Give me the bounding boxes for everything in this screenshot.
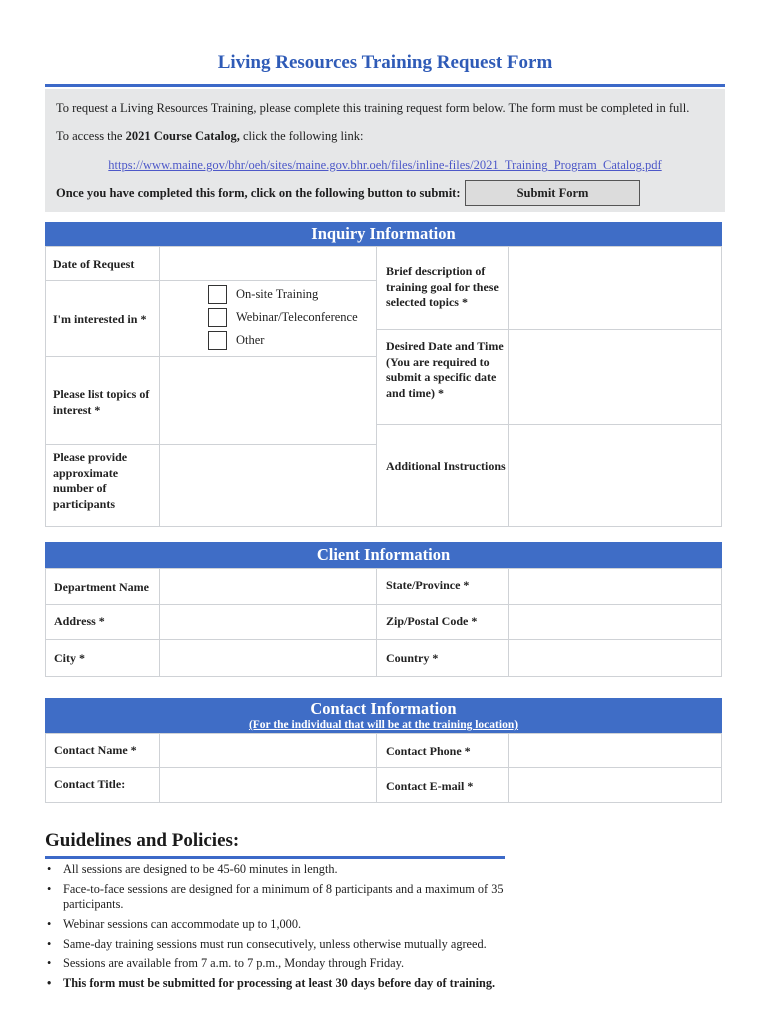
guidelines-list xyxy=(45,862,515,996)
submit-prompt: Once you have completed this form, click on the following button to submit: xyxy=(56,186,461,200)
desired-date-field[interactable] xyxy=(509,330,721,424)
inquiry-grid xyxy=(45,246,722,527)
client-section-header: Client Information xyxy=(45,542,722,568)
contact-name-field[interactable] xyxy=(160,734,376,767)
catalog-name: 2021 Course Catalog, xyxy=(125,129,240,143)
date-of-request-label: Date of Request xyxy=(53,257,135,271)
contact-header-title: Contact Information xyxy=(310,699,457,718)
client-grid xyxy=(45,568,722,677)
guideline-item: • Same-day training sessions must run consecutively, unless otherwise mutually agreed. xyxy=(47,936,487,951)
onsite-checkbox[interactable] xyxy=(208,285,227,304)
contact-phone-label: Contact Phone * xyxy=(386,744,471,758)
guideline-text: This form must be submitted for processing at least 30 days before day of training. xyxy=(63,975,496,990)
contact-section-header xyxy=(45,698,722,733)
guideline-text: Webinar sessions can accommodate up to 1,000. xyxy=(63,916,302,931)
other-label: Other xyxy=(236,332,265,347)
state-field[interactable] xyxy=(509,569,721,604)
option-other[interactable] xyxy=(208,330,264,350)
guidelines-title: Guidelines and Policies: xyxy=(45,830,240,851)
inquiry-section-header: Inquiry Information xyxy=(45,222,722,246)
contact-name-label: Contact Name * xyxy=(54,743,137,757)
guideline-text: Same-day training sessions must run consecutively, unless otherwise mutually agreed. xyxy=(63,936,487,951)
zip-label: Zip/Postal Code * xyxy=(386,614,478,628)
divider xyxy=(376,247,377,526)
page-title: Living Resources Training Request Form xyxy=(217,52,553,73)
option-onsite[interactable] xyxy=(208,284,318,304)
topics-label: Please list topics of interest * xyxy=(53,387,150,417)
divider xyxy=(46,280,376,281)
guideline-item: • Face-to-face sessions are designed for a minimum of 8 participants and a maximum of 35 participants. xyxy=(47,881,504,912)
catalog-link[interactable]: https://www.maine.gov/bhr/oeh/sites/maine.gov.bhr.oeh/files/inline-files/2021_Training_Program_Catalog.pdf xyxy=(108,158,662,172)
guideline-item: • Webinar sessions can accommodate up to 1,000. xyxy=(47,916,302,931)
contact-title-label: Contact Title: xyxy=(54,777,126,791)
title-divider xyxy=(45,84,725,87)
contact-email-label: Contact E-mail * xyxy=(386,779,474,793)
catalog-access-text xyxy=(56,129,363,144)
intro-instructions: To request a Living Resources Training, please complete this training request form below. The form must be completed in full. xyxy=(56,101,690,115)
additional-instructions-field[interactable] xyxy=(509,425,721,526)
city-label: City * xyxy=(54,651,85,665)
country-label: Country * xyxy=(386,651,439,665)
guideline-item: • All sessions are designed to be 45-60 minutes in length. xyxy=(47,862,338,876)
participants-label: Please provide approximate number of participants xyxy=(53,450,128,511)
intro-panel xyxy=(45,89,725,212)
guideline-text: Sessions are available from 7 a.m. to 7 p.m., Monday through Friday. xyxy=(63,956,405,971)
city-field[interactable] xyxy=(160,640,376,676)
desired-date-label: Desired Date and Time (You are required to submit a specific date and time) * xyxy=(386,339,504,400)
additional-instructions-label: Additional Instructions xyxy=(386,459,506,473)
divider xyxy=(376,734,377,802)
department-field[interactable] xyxy=(160,569,376,604)
address-label: Address * xyxy=(54,614,105,628)
contact-grid xyxy=(45,733,722,803)
state-label: State/Province * xyxy=(386,578,470,592)
catalog-suffix: click the following link: xyxy=(239,129,364,143)
department-label: Department Name xyxy=(54,580,149,594)
date-of-request-field[interactable] xyxy=(160,247,376,280)
divider xyxy=(376,569,377,676)
divider xyxy=(46,356,159,357)
topics-field[interactable] xyxy=(160,357,376,444)
country-field[interactable] xyxy=(509,640,721,676)
participants-field[interactable] xyxy=(160,445,376,526)
webinar-checkbox[interactable] xyxy=(208,308,227,327)
submit-form-button[interactable]: Submit Form xyxy=(465,180,640,206)
zip-field[interactable] xyxy=(509,605,721,639)
contact-title-field[interactable] xyxy=(160,768,376,802)
contact-phone-field[interactable] xyxy=(509,734,721,767)
webinar-label: Webinar/Teleconference xyxy=(236,309,358,324)
guideline-item: • Sessions are available from 7 a.m. to 7 p.m., Monday through Friday. xyxy=(47,956,405,971)
interested-in-label: I'm interested in * xyxy=(53,312,147,326)
onsite-label: On-site Training xyxy=(236,286,319,301)
brief-description-label: Brief description of training goal for these selected topics * xyxy=(386,264,499,309)
contact-email-field[interactable] xyxy=(509,768,721,802)
catalog-prefix: To access the xyxy=(56,129,126,143)
other-checkbox[interactable] xyxy=(208,331,227,350)
option-webinar[interactable] xyxy=(208,307,358,327)
address-field[interactable] xyxy=(160,605,376,639)
brief-description-field[interactable] xyxy=(509,247,721,329)
guideline-item: • This form must be submitted for processing at least 30 days before day of training. xyxy=(47,975,496,990)
guidelines-divider xyxy=(45,856,505,859)
guideline-text: Face-to-face sessions are designed for a minimum of 8 participants and a maximum of 35 participants. xyxy=(63,881,504,912)
guideline-text: All sessions are designed to be 45-60 minutes in length. xyxy=(63,862,338,876)
contact-header-subtitle: (For the individual that will be at the training location) xyxy=(248,719,519,731)
